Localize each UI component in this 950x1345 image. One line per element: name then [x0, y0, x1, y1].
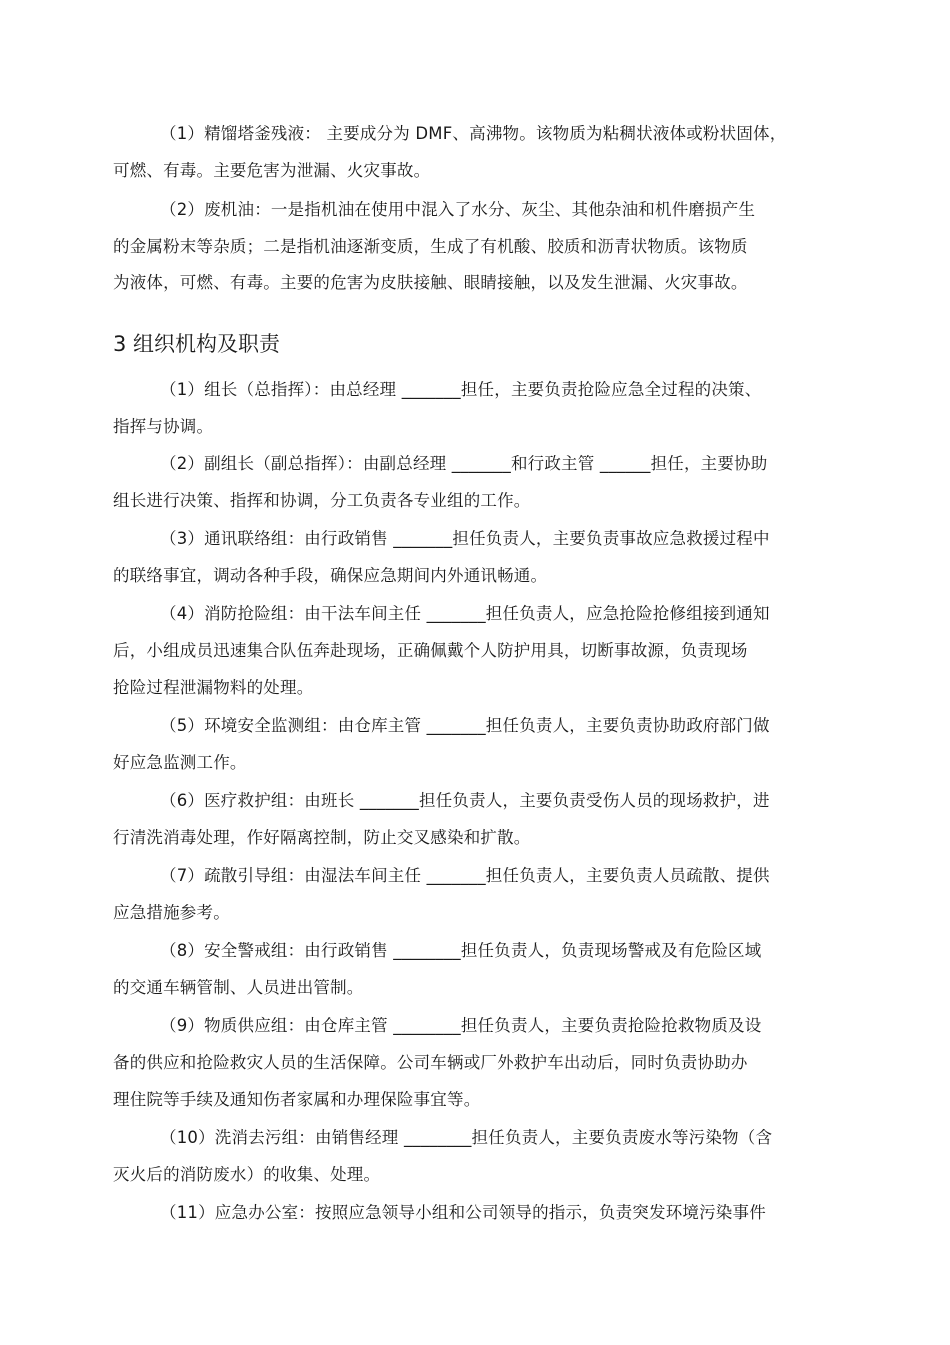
text-line: 的金属粉末等杂质；二是指机油逐渐变质，生成了有机酸、胶质和沥青状物质。该物质 — [113, 237, 748, 256]
text-line: （2）废机油：一是指机油在使用中混入了水分、灰尘、其他杂油和机件磨损产生 — [160, 200, 756, 219]
text-line: 抢险过程泄漏物料的处理。 — [113, 678, 314, 697]
text-line: （11）应急办公室：按照应急领导小组和公司领导的指示，负责突发环境污染事件 — [160, 1203, 766, 1222]
section-heading: 3 组织机构及职责 — [113, 332, 281, 356]
text-line: 应急措施参考。 — [113, 903, 230, 922]
text-line: 理住院等手续及通知伤者家属和办理保险事宜等。 — [113, 1090, 481, 1109]
text-line: 组长进行决策、指挥和协调，分工负责各专业组的工作。 — [113, 491, 531, 510]
text-line: 可燃、有毒。主要危害为泄漏、火灾事故。 — [113, 161, 431, 180]
text-line: （3）通讯联络组：由行政销售 _______担任负责人，主要负责事故应急救援过程中 — [160, 529, 770, 548]
text-line: （1）组长（总指挥）：由总经理 _______担任，主要负责抢险应急全过程的决策、 — [160, 380, 762, 399]
text-line: （1）精馏塔釜残液： 主要成分为 DMF、高沸物。该物质为粘稠状液体或粉状固体， — [160, 124, 787, 143]
text-line: 为液体，可燃、有毒。主要的危害为皮肤接触、眼睛接触，以及发生泄漏、火灾事故。 — [113, 273, 748, 292]
text-line: 备的供应和抢险救灾人员的生活保障。公司车辆或厂外救护车出动后，同时负责协助办 — [113, 1053, 748, 1072]
text-line: （9）物质供应组：由仓库主管 ________担任负责人，主要负责抢险抢救物质及设 — [160, 1016, 762, 1035]
text-line: 后，小组成员迅速集合队伍奔赴现场，正确佩戴个人防护用具，切断事故源，负责现场 — [113, 641, 748, 660]
text-line: 指挥与协调。 — [113, 417, 214, 436]
text-line: （2）副组长（副总指挥）：由副总经理 _______和行政主管 ______担任，主要协助 — [160, 454, 768, 473]
text-line: 灭火后的消防废水）的收集、处理。 — [113, 1165, 381, 1184]
text-line: （8）安全警戒组：由行政销售 ________担任负责人，负责现场警戒及有危险区域 — [160, 941, 762, 960]
text-line: （5）环境安全监测组：由仓库主管 _______担任负责人，主要负责协助政府部门做 — [160, 716, 770, 735]
text-line: 的联络事宜，调动各种手段，确保应急期间内外通讯畅通。 — [113, 566, 548, 585]
text-line: （6）医疗救护组：由班长 _______担任负责人，主要负责受伤人员的现场救护，进 — [160, 791, 770, 810]
text-line: 行清洗消毒处理，作好隔离控制，防止交叉感染和扩散。 — [113, 828, 531, 847]
text-line: （10）洗消去污组：由销售经理 ________担任负责人，主要负责废水等污染物（含 — [160, 1128, 773, 1147]
text-line: （7）疏散引导组：由湿法车间主任 _______担任负责人，主要负责人员疏散、提供 — [160, 866, 770, 885]
text-line: 好应急监测工作。 — [113, 753, 247, 772]
text-line: （4）消防抢险组：由干法车间主任 _______担任负责人，应急抢险抢修组接到通知 — [160, 604, 770, 623]
text-line: 的交通车辆管制、人员进出管制。 — [113, 978, 364, 997]
